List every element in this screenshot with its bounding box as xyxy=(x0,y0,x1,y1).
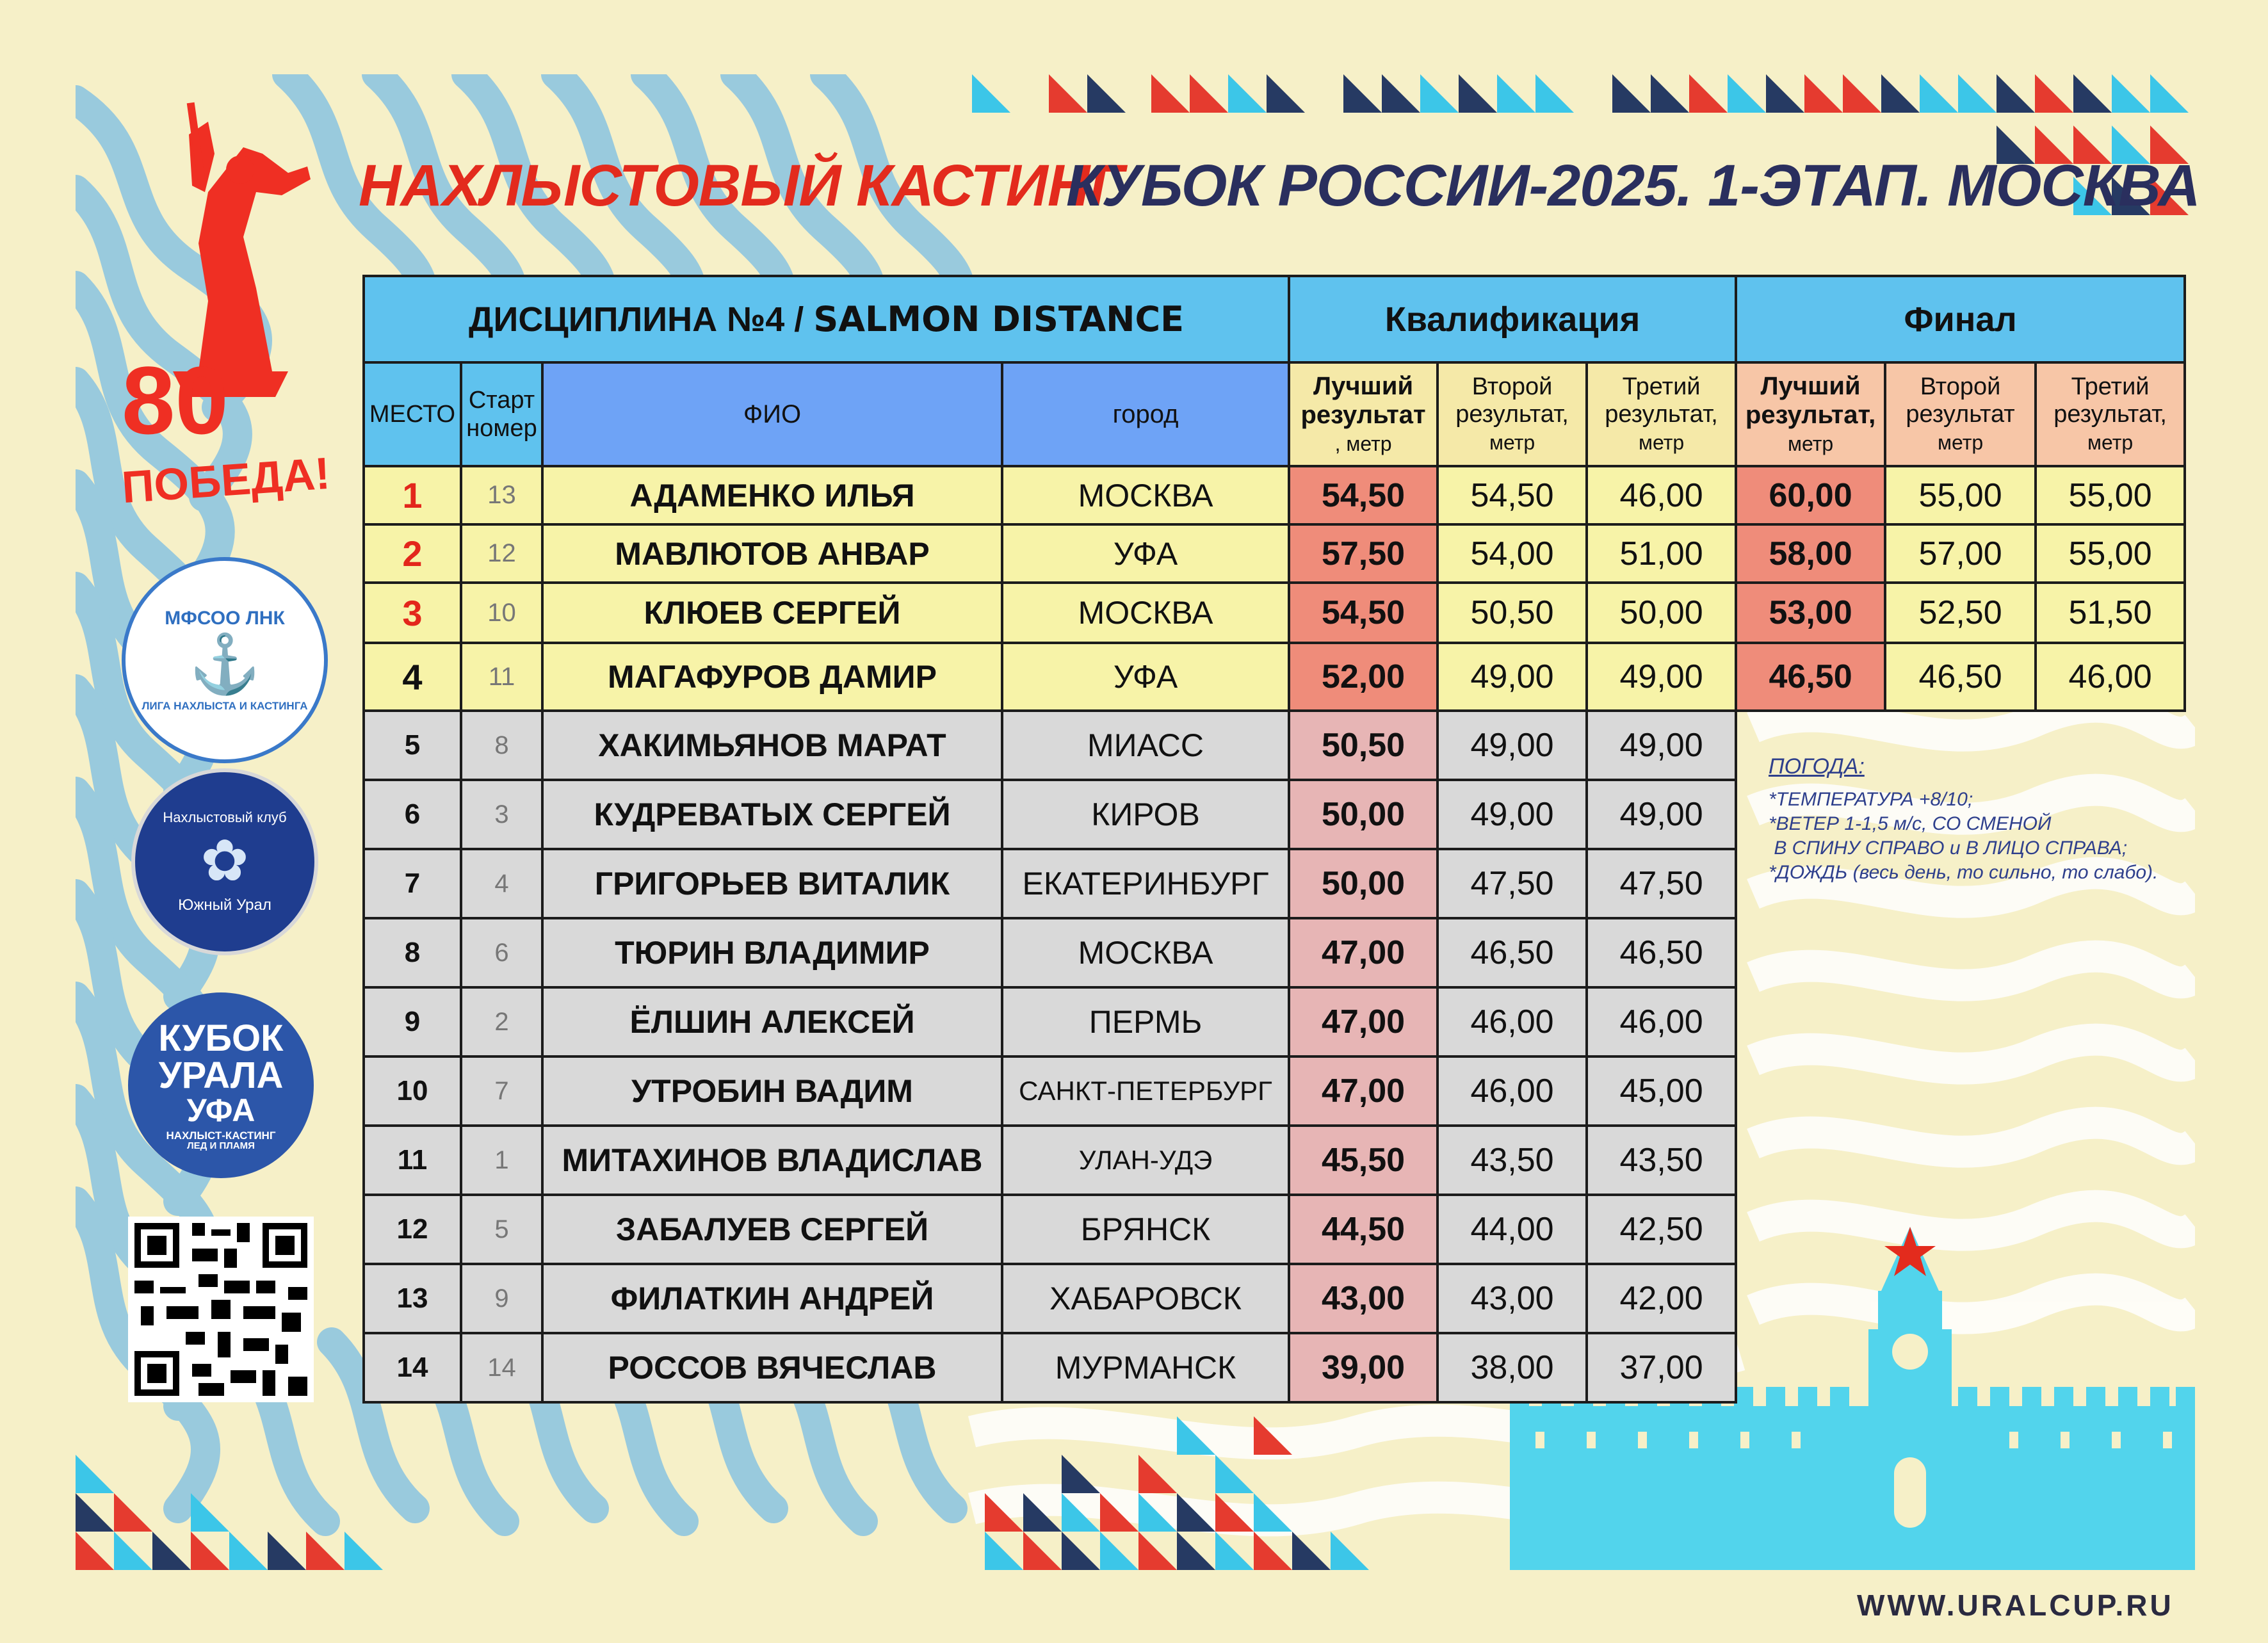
victory-text: ПОБЕДА! xyxy=(120,448,332,513)
q3-cell: 46,50 xyxy=(1587,918,1736,987)
col-f-best-a: Лучший xyxy=(1760,371,1861,400)
q2-cell: 50,50 xyxy=(1438,583,1587,643)
col-q-third-unit: метр xyxy=(1638,430,1685,454)
place-cell: 13 xyxy=(364,1264,461,1333)
col-city: город xyxy=(1002,362,1289,466)
col-f-second-b: результат xyxy=(1906,400,2015,428)
cup-line4: НАХЛЫСТ-КАСТИНГ xyxy=(166,1129,276,1142)
fly-fisher-icon: ⚓ xyxy=(188,633,261,697)
table-row xyxy=(364,1126,2185,1195)
q1-cell: 50,50 xyxy=(1289,711,1438,780)
q2-cell: 43,00 xyxy=(1438,1264,1587,1333)
q2-cell: 54,00 xyxy=(1438,524,1587,583)
q3-cell: 47,50 xyxy=(1587,849,1736,918)
q1-cell: 45,50 xyxy=(1289,1126,1438,1195)
city-cell: УФА xyxy=(1002,643,1289,711)
table-row xyxy=(364,583,2185,643)
fio-cell: ГРИГОРЬЕВ ВИТАЛИК xyxy=(542,849,1002,918)
col-q-best-a: Лучший xyxy=(1313,371,1414,400)
f3-cell: 55,00 xyxy=(2036,524,2185,583)
table-row xyxy=(364,1056,2185,1126)
start-cell: 7 xyxy=(461,1056,542,1126)
city-cell: МОСКВА xyxy=(1002,583,1289,643)
place-cell: 4 xyxy=(364,643,461,711)
cup-line3: УФА xyxy=(186,1092,255,1128)
col-f-second xyxy=(1885,362,2036,466)
col-f-second-unit: метр xyxy=(1937,430,1984,454)
final-header: Финал xyxy=(1736,276,2185,362)
col-q-second-b: результат, xyxy=(1455,400,1569,428)
f1-cell: 60,00 xyxy=(1736,466,1885,524)
col-q-best-unit: , метр xyxy=(1334,432,1392,455)
q2-cell: 43,50 xyxy=(1438,1126,1587,1195)
col-fio: ФИО xyxy=(542,362,1002,466)
fio-cell: КУДРЕВАТЫХ СЕРГЕЙ xyxy=(542,780,1002,849)
fio-cell: МАВЛЮТОВ АНВАР xyxy=(542,524,1002,583)
weather-line: В СПИНУ СПРАВО и В ЛИЦО СПРАВА; xyxy=(1769,838,2128,859)
col-f-best-unit: метр xyxy=(1787,432,1834,455)
fio-cell: МАГАФУРОВ ДАМИР xyxy=(542,643,1002,711)
q1-cell: 47,00 xyxy=(1289,918,1438,987)
weather-notes xyxy=(1769,754,2158,885)
col-q-second-unit: метр xyxy=(1489,430,1535,454)
fio-cell: АДАМЕНКО ИЛЬЯ xyxy=(542,466,1002,524)
q2-cell: 54,50 xyxy=(1438,466,1587,524)
salmon-fish-icon: ✿ xyxy=(200,829,249,893)
q3-cell: 43,50 xyxy=(1587,1126,1736,1195)
club-top-text: Нахлыстовый клуб xyxy=(163,809,287,825)
place-cell: 12 xyxy=(364,1195,461,1264)
col-f-best-b: результат, xyxy=(1745,400,1876,429)
start-cell: 3 xyxy=(461,780,542,849)
table-row xyxy=(364,918,2185,987)
weather-line: *ТЕМПЕРАТУРА +8/10; xyxy=(1769,789,1973,810)
discipline-prefix: ДИСЦИПЛИНА №4 / xyxy=(469,300,814,339)
col-start xyxy=(461,362,542,466)
victory-number: 80 xyxy=(122,346,229,454)
table-row xyxy=(364,1195,2185,1264)
col-q-third-a: Третий xyxy=(1622,373,1701,400)
col-q-second xyxy=(1438,362,1587,466)
q3-cell: 50,00 xyxy=(1587,583,1736,643)
q1-cell: 47,00 xyxy=(1289,1056,1438,1126)
q2-cell: 47,50 xyxy=(1438,849,1587,918)
q3-cell: 46,00 xyxy=(1587,987,1736,1056)
q1-cell: 52,00 xyxy=(1289,643,1438,711)
q1-cell: 39,00 xyxy=(1289,1333,1438,1402)
start-cell: 13 xyxy=(461,466,542,524)
q1-cell: 54,50 xyxy=(1289,583,1438,643)
q1-cell: 50,00 xyxy=(1289,849,1438,918)
place-cell: 14 xyxy=(364,1333,461,1402)
q2-cell: 46,00 xyxy=(1438,1056,1587,1126)
table-row xyxy=(364,643,2185,711)
empty-final-cell xyxy=(1736,1126,2185,1195)
q3-cell: 51,00 xyxy=(1587,524,1736,583)
city-cell: ХАБАРОВСК xyxy=(1002,1264,1289,1333)
fio-cell: КЛЮЕВ СЕРГЕЙ xyxy=(542,583,1002,643)
place-cell: 11 xyxy=(364,1126,461,1195)
place-cell: 10 xyxy=(364,1056,461,1126)
col-f-third-b: результат, xyxy=(2053,400,2167,428)
table-row xyxy=(364,1333,2185,1402)
f3-cell: 46,00 xyxy=(2036,643,2185,711)
col-q-second-a: Второй xyxy=(1471,373,1553,400)
weather-line: *ВЕТЕР 1-1,5 м/с, СО СМЕНОЙ xyxy=(1769,813,2052,834)
fio-cell: МИТАХИНОВ ВЛАДИСЛАВ xyxy=(542,1126,1002,1195)
q2-cell: 49,00 xyxy=(1438,711,1587,780)
col-f-third xyxy=(2036,362,2185,466)
start-cell: 9 xyxy=(461,1264,542,1333)
f2-cell: 55,00 xyxy=(1885,466,2036,524)
q3-cell: 49,00 xyxy=(1587,643,1736,711)
q1-cell: 44,50 xyxy=(1289,1195,1438,1264)
col-f-third-a: Третий xyxy=(2071,373,2150,400)
empty-final-cell xyxy=(1736,987,2185,1056)
place-cell: 7 xyxy=(364,849,461,918)
place-cell: 3 xyxy=(364,583,461,643)
f2-cell: 46,50 xyxy=(1885,643,2036,711)
fio-cell: ТЮРИН ВЛАДИМИР xyxy=(542,918,1002,987)
qr-code-icon xyxy=(128,1217,314,1402)
table-row xyxy=(364,987,2185,1056)
f2-cell: 57,00 xyxy=(1885,524,2036,583)
victory-80-logo xyxy=(96,96,332,513)
col-q-third xyxy=(1587,362,1736,466)
q2-cell: 38,00 xyxy=(1438,1333,1587,1402)
triangle-pattern-bottom xyxy=(76,1380,1452,1570)
f1-cell: 46,50 xyxy=(1736,643,1885,711)
q3-cell: 42,50 xyxy=(1587,1195,1736,1264)
q2-cell: 44,00 xyxy=(1438,1195,1587,1264)
fio-cell: УТРОБИН ВАДИМ xyxy=(542,1056,1002,1126)
start-cell: 4 xyxy=(461,849,542,918)
discipline-name: SALMON DISTANCE xyxy=(813,299,1185,339)
q3-cell: 46,00 xyxy=(1587,466,1736,524)
fio-cell: ХАКИМЬЯНОВ МАРАТ xyxy=(542,711,1002,780)
empty-final-cell xyxy=(1736,918,2185,987)
empty-final-cell xyxy=(1736,1195,2185,1264)
start-cell: 5 xyxy=(461,1195,542,1264)
empty-final-cell xyxy=(1736,1333,2185,1402)
start-cell: 6 xyxy=(461,918,542,987)
q1-cell: 57,50 xyxy=(1289,524,1438,583)
place-cell: 1 xyxy=(364,466,461,524)
start-cell: 11 xyxy=(461,643,542,711)
q1-cell: 47,00 xyxy=(1289,987,1438,1056)
cup-line1: КУБОК xyxy=(158,1017,284,1059)
start-cell: 12 xyxy=(461,524,542,583)
city-cell: МУРМАНСК xyxy=(1002,1333,1289,1402)
table-row xyxy=(364,524,2185,583)
discipline-header xyxy=(364,276,1289,362)
place-cell: 6 xyxy=(364,780,461,849)
start-cell: 8 xyxy=(461,711,542,780)
city-cell: ПЕРМЬ xyxy=(1002,987,1289,1056)
fio-cell: ФИЛАТКИН АНДРЕЙ xyxy=(542,1264,1002,1333)
col-f-second-a: Второй xyxy=(1920,373,2001,400)
place-cell: 5 xyxy=(364,711,461,780)
title-right: КУБОК РОССИИ-2025. 1-ЭТАП. МОСКВА xyxy=(1066,153,2200,218)
col-q-best xyxy=(1289,362,1438,466)
col-place: МЕСТО xyxy=(364,362,461,466)
col-f-best xyxy=(1736,362,1885,466)
q1-cell: 43,00 xyxy=(1289,1264,1438,1333)
mfsoo-lnk-logo xyxy=(122,557,328,763)
q3-cell: 37,00 xyxy=(1587,1333,1736,1402)
col-q-best-b: результат xyxy=(1300,400,1426,429)
city-cell: УФА xyxy=(1002,524,1289,583)
website-link[interactable]: WWW.URALCUP.RU xyxy=(1857,1589,2174,1622)
weather-line: *ДОЖДЬ (весь день, то сильно, то слабо). xyxy=(1769,862,2159,883)
place-cell: 2 xyxy=(364,524,461,583)
city-cell: МИАСС xyxy=(1002,711,1289,780)
city-cell: УЛАН-УДЭ xyxy=(1002,1126,1289,1195)
q3-cell: 45,00 xyxy=(1587,1056,1736,1126)
col-q-third-b: результат, xyxy=(1605,400,1718,428)
place-cell: 8 xyxy=(364,918,461,987)
club-bottom-text: Южный Урал xyxy=(178,896,271,914)
empty-final-cell xyxy=(1736,1056,2185,1126)
f3-cell: 55,00 xyxy=(2036,466,2185,524)
cup-line5: ЛЕД И ПЛАМЯ xyxy=(187,1140,255,1151)
table-row xyxy=(364,1264,2185,1333)
empty-final-cell xyxy=(1736,1264,2185,1333)
city-cell: САНКТ-ПЕТЕРБУРГ xyxy=(1002,1056,1289,1126)
start-cell: 1 xyxy=(461,1126,542,1195)
city-cell: МОСКВА xyxy=(1002,466,1289,524)
f1-cell: 58,00 xyxy=(1736,524,1885,583)
place-cell: 9 xyxy=(364,987,461,1056)
q2-cell: 49,00 xyxy=(1438,780,1587,849)
f1-cell: 53,00 xyxy=(1736,583,1885,643)
fio-cell: РОССОВ ВЯЧЕСЛАВ xyxy=(542,1333,1002,1402)
fio-cell: ЁЛШИН АЛЕКСЕЙ xyxy=(542,987,1002,1056)
q2-cell: 46,50 xyxy=(1438,918,1587,987)
fly-club-logo xyxy=(131,768,318,955)
start-cell: 2 xyxy=(461,987,542,1056)
col-start-label: Старт номер xyxy=(466,387,537,442)
weather-title: ПОГОДА: xyxy=(1769,754,1865,779)
qr-code[interactable] xyxy=(128,1217,314,1402)
q2-cell: 49,00 xyxy=(1438,643,1587,711)
col-f-third-unit: метр xyxy=(2087,430,2134,454)
q3-cell: 42,00 xyxy=(1587,1264,1736,1333)
f3-cell: 51,50 xyxy=(2036,583,2185,643)
f2-cell: 52,50 xyxy=(1885,583,2036,643)
start-cell: 10 xyxy=(461,583,542,643)
q3-cell: 49,00 xyxy=(1587,780,1736,849)
mfsoo-top-text: МФСОО ЛНК xyxy=(165,608,285,629)
qualification-header: Квалификация xyxy=(1289,276,1736,362)
ural-cup-logo xyxy=(128,992,314,1178)
q2-cell: 46,00 xyxy=(1438,987,1587,1056)
q1-cell: 54,50 xyxy=(1289,466,1438,524)
city-cell: ЕКАТЕРИНБУРГ xyxy=(1002,849,1289,918)
cup-line2: УРАЛА xyxy=(158,1055,284,1096)
mfsoo-bottom-text: ЛИГА НАХЛЫСТА И КАСТИНГА xyxy=(142,700,308,712)
q3-cell: 49,00 xyxy=(1587,711,1736,780)
table-row xyxy=(364,466,2185,524)
fio-cell: ЗАБАЛУЕВ СЕРГЕЙ xyxy=(542,1195,1002,1264)
q1-cell: 50,00 xyxy=(1289,780,1438,849)
city-cell: МОСКВА xyxy=(1002,918,1289,987)
title-left: НАХЛЫСТОВЫЙ КАСТИНГ xyxy=(359,153,1125,218)
city-cell: БРЯНСК xyxy=(1002,1195,1289,1264)
start-cell: 14 xyxy=(461,1333,542,1402)
city-cell: КИРОВ xyxy=(1002,780,1289,849)
